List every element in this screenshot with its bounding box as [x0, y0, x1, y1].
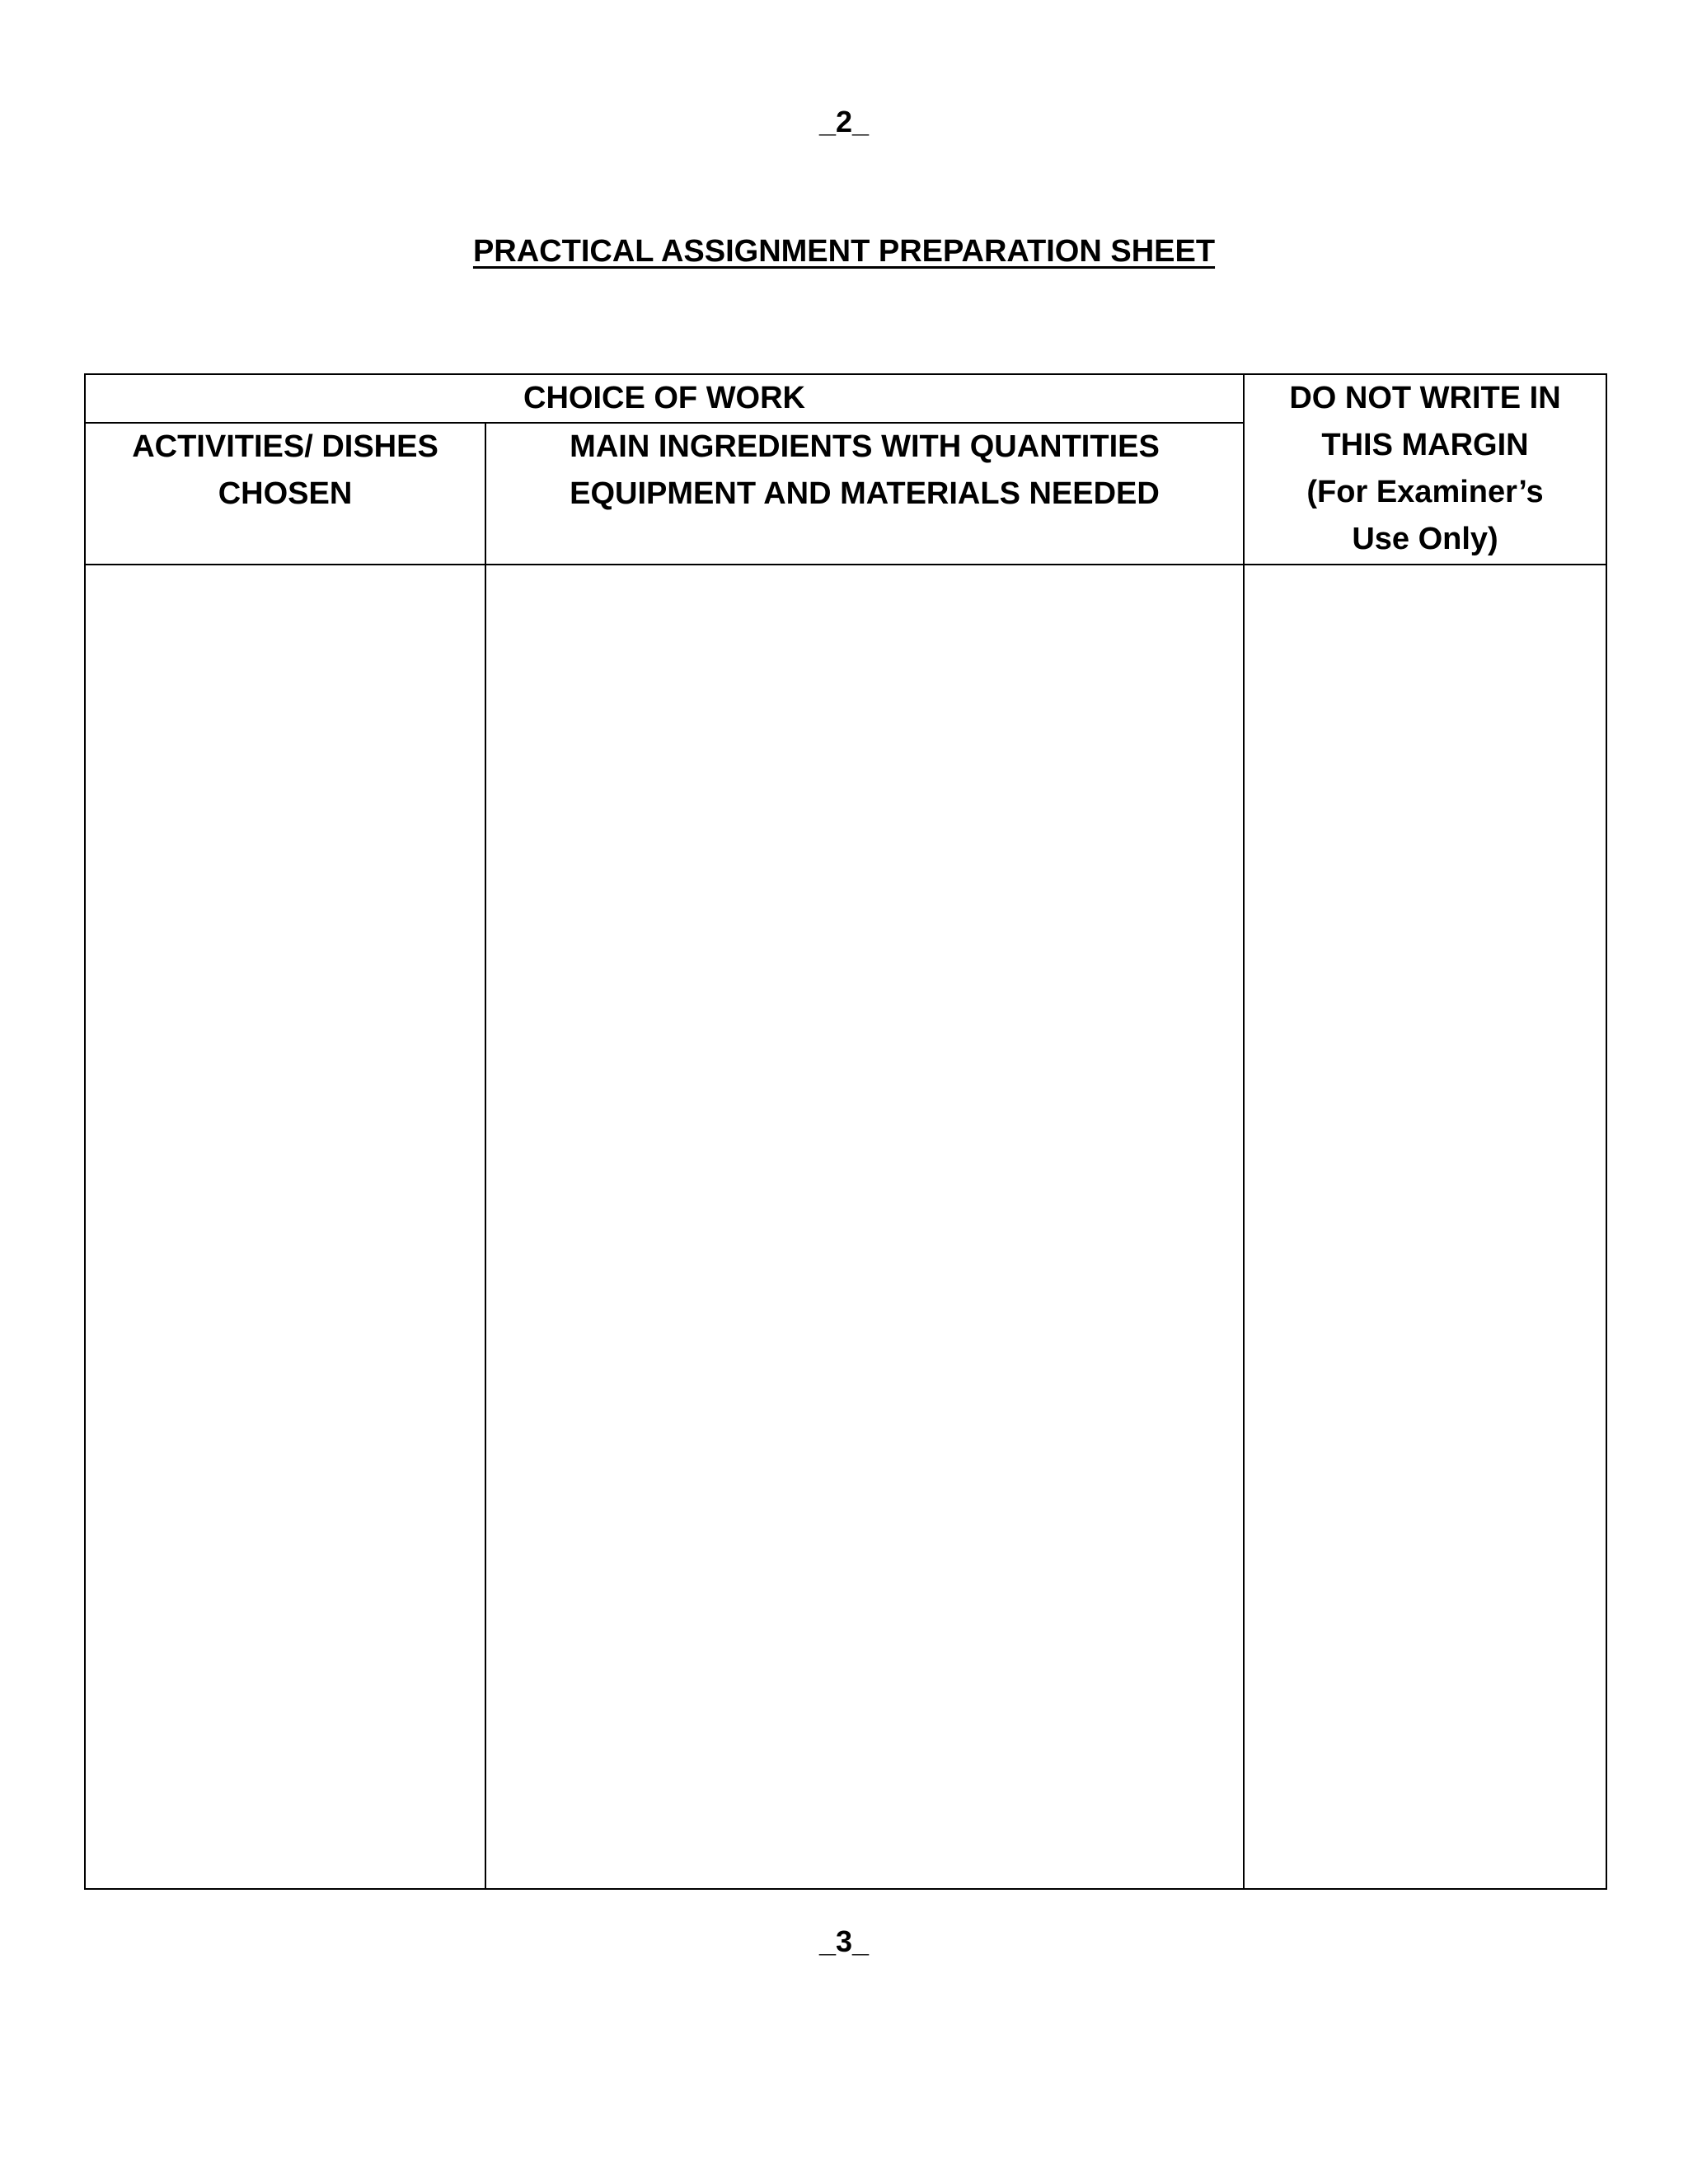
activities-dishes-cell[interactable]: [85, 565, 485, 1889]
preparation-table: [84, 373, 1607, 1890]
examiner-margin-header: [1244, 374, 1606, 565]
choice-of-work-header: CHOICE OF WORK: [85, 374, 1244, 423]
activities-dishes-header-line-1: ACTIVITIES/ DISHES: [132, 429, 438, 464]
page-number-bottom: _3_: [818, 1924, 870, 1958]
examiner-margin-header-line-2: THIS MARGIN: [1321, 428, 1529, 462]
page-number-top: _2_: [818, 105, 870, 138]
examiner-margin-header-line-4: Use Only): [1352, 522, 1498, 556]
examiner-margin-cell: [1244, 565, 1606, 1889]
examiner-margin-header-line-1: DO NOT WRITE IN: [1289, 381, 1561, 415]
activities-dishes-header: [85, 423, 485, 565]
page-title: PRACTICAL ASSIGNMENT PREPARATION SHEET: [472, 234, 1216, 269]
examiner-margin-header-line-3: (For Examiner’s: [1306, 475, 1544, 509]
activities-dishes-header-line-2: CHOSEN: [218, 476, 353, 511]
ingredients-equipment-header-line-2: EQUIPMENT AND MATERIALS NEEDED: [570, 476, 1160, 511]
ingredients-equipment-cell[interactable]: [485, 565, 1244, 1889]
ingredients-equipment-header-line-1: MAIN INGREDIENTS WITH QUANTITIES: [570, 429, 1160, 464]
ingredients-equipment-header: [485, 423, 1244, 565]
